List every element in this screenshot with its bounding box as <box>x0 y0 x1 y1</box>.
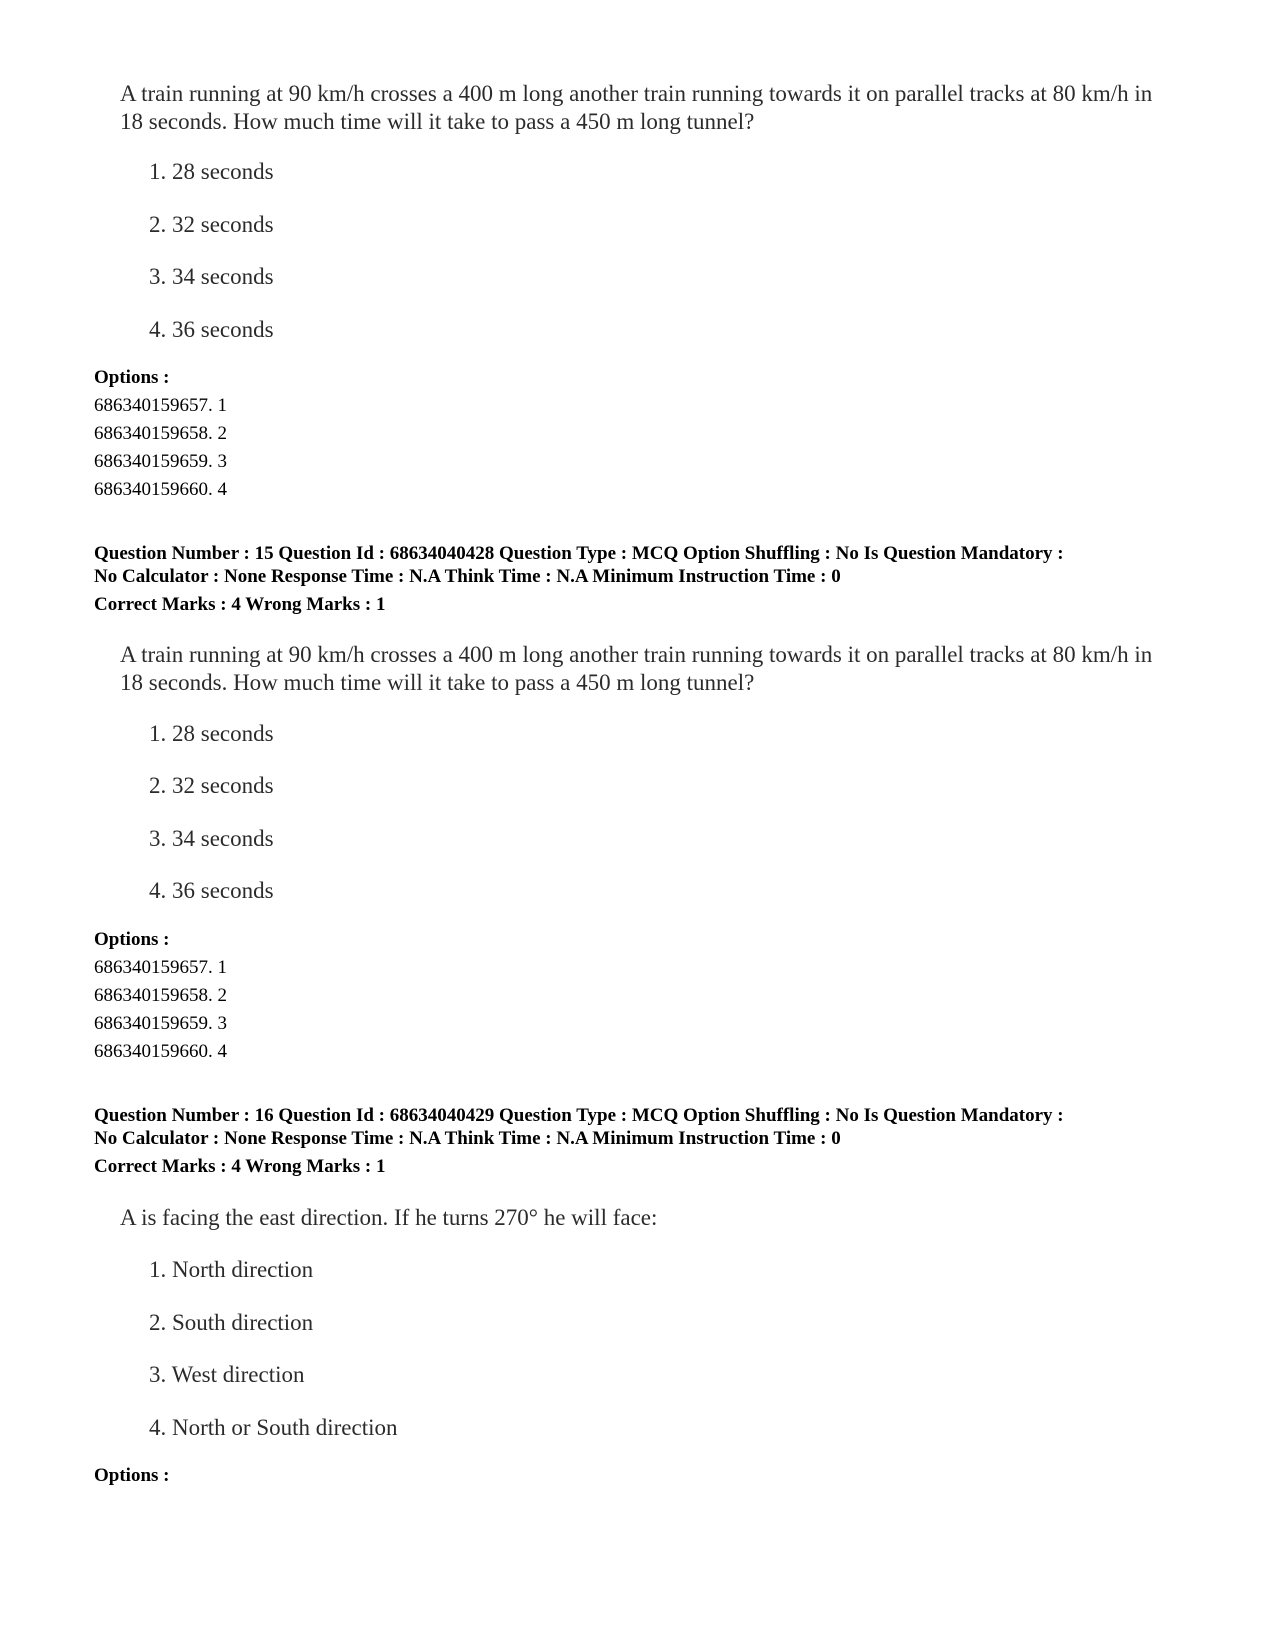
answer-choice: 3. 34 seconds <box>149 264 274 289</box>
option-id-row: 686340159659. 3 <box>94 451 227 472</box>
question-stem: A is facing the east direction. If he turns 270° he will face: <box>120 1205 658 1230</box>
answer-choice: 3. West direction <box>149 1362 305 1387</box>
answer-choice: 1. 28 seconds <box>149 721 274 746</box>
answer-choice: 2. 32 seconds <box>149 212 274 237</box>
options-label: Options : <box>94 367 170 388</box>
question-meta-line: No Calculator : None Response Time : N.A Think Time : N.A Minimum Instruction Time : 0 <box>94 1128 841 1149</box>
question-stem: A train running at 90 km/h crosses a 400 m long another train running towards it on parallel tracks at 80 km/h in 18 seconds. How much time will it take to pass a 450 m long tunnel? <box>120 642 1153 695</box>
option-id-row: 686340159659. 3 <box>94 1013 227 1034</box>
answer-choice: 4. 36 seconds <box>149 317 274 342</box>
question-stem: A train running at 90 km/h crosses a 400 m long another train running towards it on parallel tracks at 80 km/h in 18 seconds. How much time will it take to pass a 450 m long tunnel? <box>120 81 1153 134</box>
option-id-row: 686340159657. 1 <box>94 395 227 416</box>
answer-choice: 1. 28 seconds <box>149 159 274 184</box>
answer-choice: 2. South direction <box>149 1310 314 1335</box>
question-meta-line: Question Number : 16 Question Id : 68634040429 Question Type : MCQ Option Shuffling : No Is Question Mandatory : <box>94 1105 1064 1126</box>
options-label: Options : <box>94 929 170 950</box>
question-meta-line: Question Number : 15 Question Id : 68634040428 Question Type : MCQ Option Shuffling : No Is Question Mandatory : <box>94 543 1064 564</box>
answer-choice: 3. 34 seconds <box>149 826 274 851</box>
option-id-row: 686340159660. 4 <box>94 1041 227 1062</box>
answer-choice: 1. North direction <box>149 1257 314 1282</box>
question-meta-line: No Calculator : None Response Time : N.A Think Time : N.A Minimum Instruction Time : 0 <box>94 566 841 587</box>
options-label: Options : <box>94 1465 170 1486</box>
answer-choice: 2. 32 seconds <box>149 773 274 798</box>
option-id-row: 686340159660. 4 <box>94 479 227 500</box>
question-marks: Correct Marks : 4 Wrong Marks : 1 <box>94 594 386 615</box>
answer-choice: 4. 36 seconds <box>149 878 274 903</box>
option-id-row: 686340159657. 1 <box>94 957 227 978</box>
option-id-row: 686340159658. 2 <box>94 423 227 444</box>
option-id-row: 686340159658. 2 <box>94 985 227 1006</box>
answer-choice: 4. North or South direction <box>149 1415 398 1440</box>
question-marks: Correct Marks : 4 Wrong Marks : 1 <box>94 1156 386 1177</box>
